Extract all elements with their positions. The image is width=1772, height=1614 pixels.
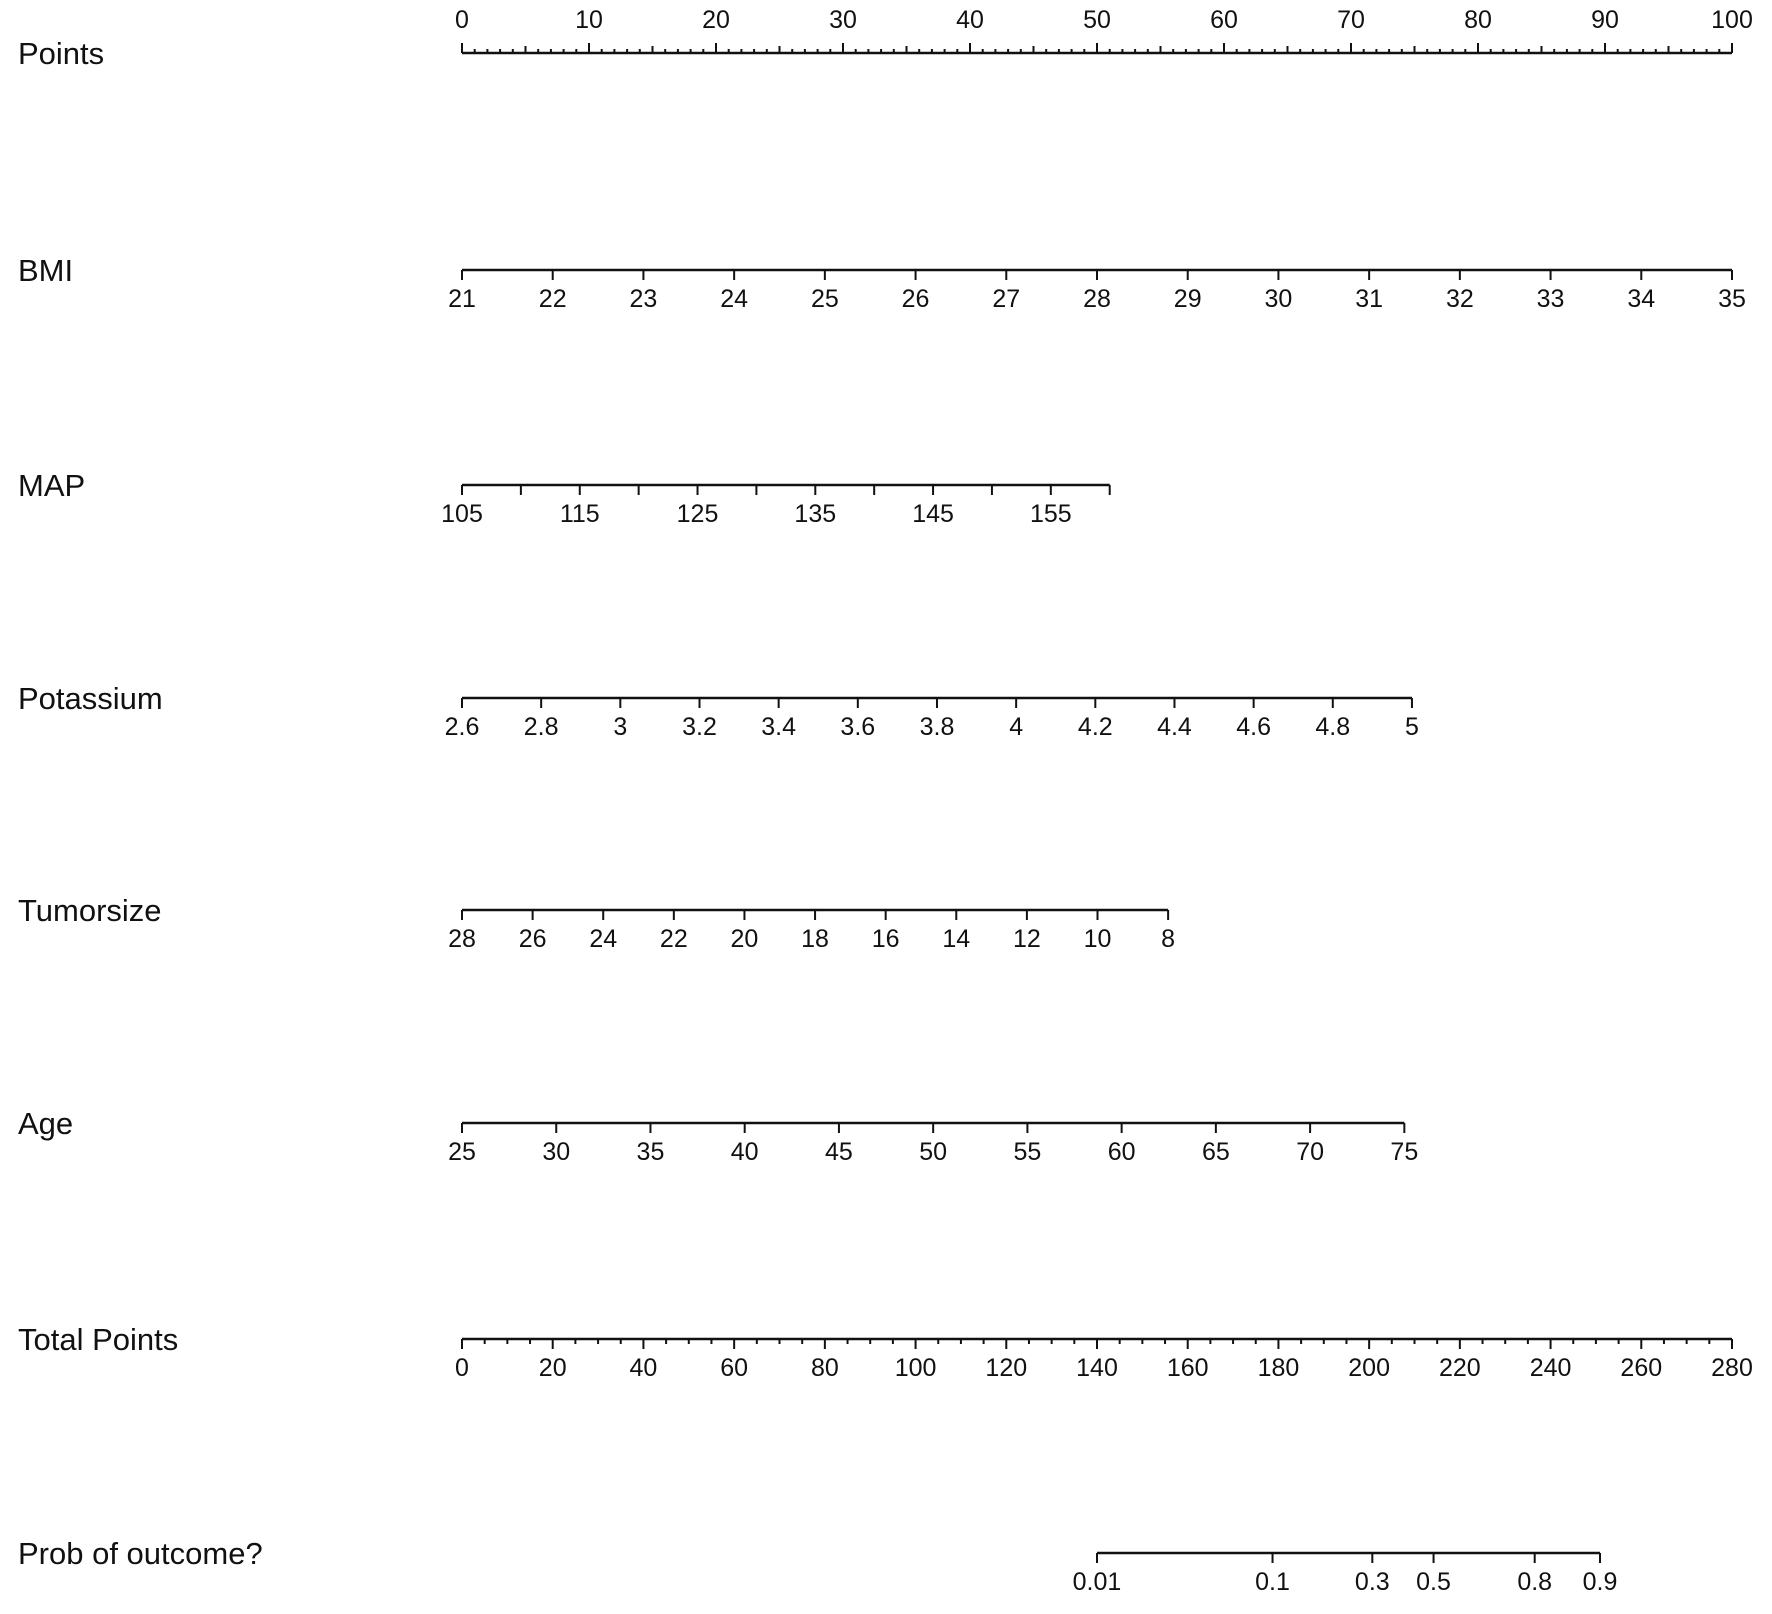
tick-label-map-125: 125	[676, 500, 719, 528]
tick-label-points-60: 60	[1210, 6, 1238, 34]
row-label-potassium: Potassium	[18, 681, 163, 716]
tick-label-points-90: 90	[1591, 6, 1619, 34]
tick-label-bmi-29: 29	[1173, 285, 1202, 313]
tick-label-prob-of-outcome-0-8: 0.8	[1517, 1568, 1553, 1596]
tick-label-map-135: 135	[794, 500, 837, 528]
tick-label-potassium-3-2: 3.2	[682, 713, 717, 741]
tick-label-age-70: 70	[1296, 1138, 1325, 1166]
row-label-age: Age	[18, 1106, 74, 1141]
tick-label-tumorsize-22: 22	[659, 925, 688, 953]
tick-label-potassium-3-4: 3.4	[761, 713, 797, 741]
row-map	[18, 468, 1110, 528]
tick-label-tumorsize-16: 16	[871, 925, 900, 953]
tick-label-total-points-160: 160	[1166, 1354, 1209, 1382]
tick-label-age-65: 65	[1201, 1138, 1230, 1166]
tick-label-prob-of-outcome-0-3: 0.3	[1354, 1568, 1390, 1596]
tick-label-prob-of-outcome-0-5: 0.5	[1416, 1568, 1451, 1596]
tick-label-points-30: 30	[829, 6, 857, 34]
tick-label-tumorsize-18: 18	[801, 925, 829, 953]
tick-label-total-points-240: 240	[1529, 1354, 1572, 1382]
tick-label-bmi-26: 26	[901, 285, 930, 313]
tick-label-age-25: 25	[448, 1138, 476, 1166]
tick-label-potassium-2-6: 2.6	[444, 713, 480, 741]
tick-label-total-points-20: 20	[538, 1354, 567, 1382]
tick-label-total-points-220: 220	[1438, 1354, 1481, 1382]
tick-label-prob-of-outcome-0-01: 0.01	[1072, 1568, 1122, 1596]
tick-label-age-55: 55	[1013, 1138, 1042, 1166]
tick-label-tumorsize-26: 26	[518, 925, 547, 953]
tick-label-total-points-200: 200	[1348, 1354, 1391, 1382]
tick-label-potassium-3: 3	[613, 713, 628, 741]
tick-label-points-80: 80	[1464, 6, 1492, 34]
tick-label-tumorsize-20: 20	[730, 925, 759, 953]
row-label-total-points: Total Points	[18, 1322, 179, 1357]
tick-label-bmi-34: 34	[1627, 285, 1656, 313]
tick-label-age-40: 40	[730, 1138, 759, 1166]
tick-label-map-115: 115	[559, 500, 600, 528]
tick-label-total-points-260: 260	[1620, 1354, 1663, 1382]
tick-label-total-points-80: 80	[810, 1354, 839, 1382]
tick-label-map-155: 155	[1029, 500, 1072, 528]
tick-label-tumorsize-24: 24	[589, 925, 618, 953]
tick-label-age-30: 30	[542, 1138, 571, 1166]
tick-label-total-points-180: 180	[1257, 1354, 1300, 1382]
tick-label-total-points-140: 140	[1076, 1354, 1118, 1382]
tick-label-points-10: 10	[575, 6, 603, 34]
tick-label-potassium-4-6: 4.6	[1236, 713, 1272, 741]
tick-label-tumorsize-14: 14	[942, 925, 971, 953]
tick-label-age-45: 45	[825, 1138, 853, 1166]
tick-label-points-0: 0	[455, 6, 469, 34]
tick-label-total-points-0: 0	[455, 1354, 469, 1382]
tick-label-points-100: 100	[1711, 6, 1753, 34]
tick-label-bmi-32: 32	[1445, 285, 1474, 313]
row-bmi	[18, 253, 1746, 313]
tick-label-points-50: 50	[1083, 6, 1111, 34]
tick-label-bmi-33: 33	[1536, 285, 1565, 313]
tick-label-potassium-3-6: 3.6	[840, 713, 876, 741]
tick-label-bmi-27: 27	[992, 285, 1021, 313]
tick-label-tumorsize-8: 8	[1161, 925, 1176, 953]
row-points	[18, 6, 1753, 71]
tick-label-potassium-2-8: 2.8	[523, 713, 559, 741]
row-tumorsize	[18, 893, 1175, 953]
tick-label-total-points-100: 100	[894, 1354, 937, 1382]
tick-label-potassium-4: 4	[1009, 713, 1024, 741]
tick-label-points-40: 40	[956, 6, 984, 34]
tick-label-bmi-35: 35	[1718, 285, 1746, 313]
tick-label-age-75: 75	[1390, 1138, 1419, 1166]
row-label-tumorsize: Tumorsize	[18, 893, 162, 928]
tick-label-age-60: 60	[1107, 1138, 1136, 1166]
tick-label-total-points-120: 120	[985, 1354, 1028, 1382]
tick-label-points-70: 70	[1337, 6, 1365, 34]
tick-label-potassium-5: 5	[1405, 713, 1419, 741]
row-age	[18, 1106, 1418, 1166]
tick-label-tumorsize-12: 12	[1012, 925, 1041, 953]
tick-label-age-50: 50	[919, 1138, 948, 1166]
row-label-bmi: BMI	[18, 253, 74, 288]
row-label-map: MAP	[18, 468, 86, 503]
tick-label-map-105: 105	[441, 500, 483, 528]
tick-label-tumorsize-28: 28	[448, 925, 476, 953]
tick-label-total-points-60: 60	[720, 1354, 749, 1382]
tick-label-bmi-31: 31	[1355, 285, 1384, 313]
nomogram-rows	[18, 6, 1753, 1596]
tick-label-bmi-28: 28	[1083, 285, 1111, 313]
row-potassium	[18, 681, 1419, 741]
tick-label-potassium-3-8: 3.8	[919, 713, 955, 741]
tick-label-tumorsize-10: 10	[1083, 925, 1112, 953]
tick-label-prob-of-outcome-0-1: 0.1	[1255, 1568, 1290, 1596]
tick-label-bmi-24: 24	[720, 285, 749, 313]
tick-label-bmi-25: 25	[810, 285, 839, 313]
tick-label-age-35: 35	[636, 1138, 665, 1166]
tick-label-potassium-4-2: 4.2	[1077, 713, 1113, 741]
tick-label-total-points-40: 40	[629, 1354, 658, 1382]
tick-label-bmi-22: 22	[538, 285, 567, 313]
tick-label-potassium-4-8: 4.8	[1315, 713, 1351, 741]
tick-label-map-145: 145	[912, 500, 954, 528]
tick-label-prob-of-outcome-0-9: 0.9	[1582, 1568, 1618, 1596]
row-label-points: Points	[18, 36, 105, 71]
row-total-points	[18, 1322, 1753, 1382]
tick-label-bmi-21: 21	[448, 285, 476, 313]
tick-label-total-points-280: 280	[1711, 1354, 1753, 1382]
tick-label-bmi-23: 23	[629, 285, 658, 313]
row-prob-of-outcome	[18, 1536, 1617, 1596]
row-label-prob-of-outcome: Prob of outcome?	[18, 1536, 263, 1571]
tick-label-potassium-4-4: 4.4	[1157, 713, 1192, 741]
tick-label-bmi-30: 30	[1264, 285, 1293, 313]
tick-label-points-20: 20	[702, 6, 730, 34]
